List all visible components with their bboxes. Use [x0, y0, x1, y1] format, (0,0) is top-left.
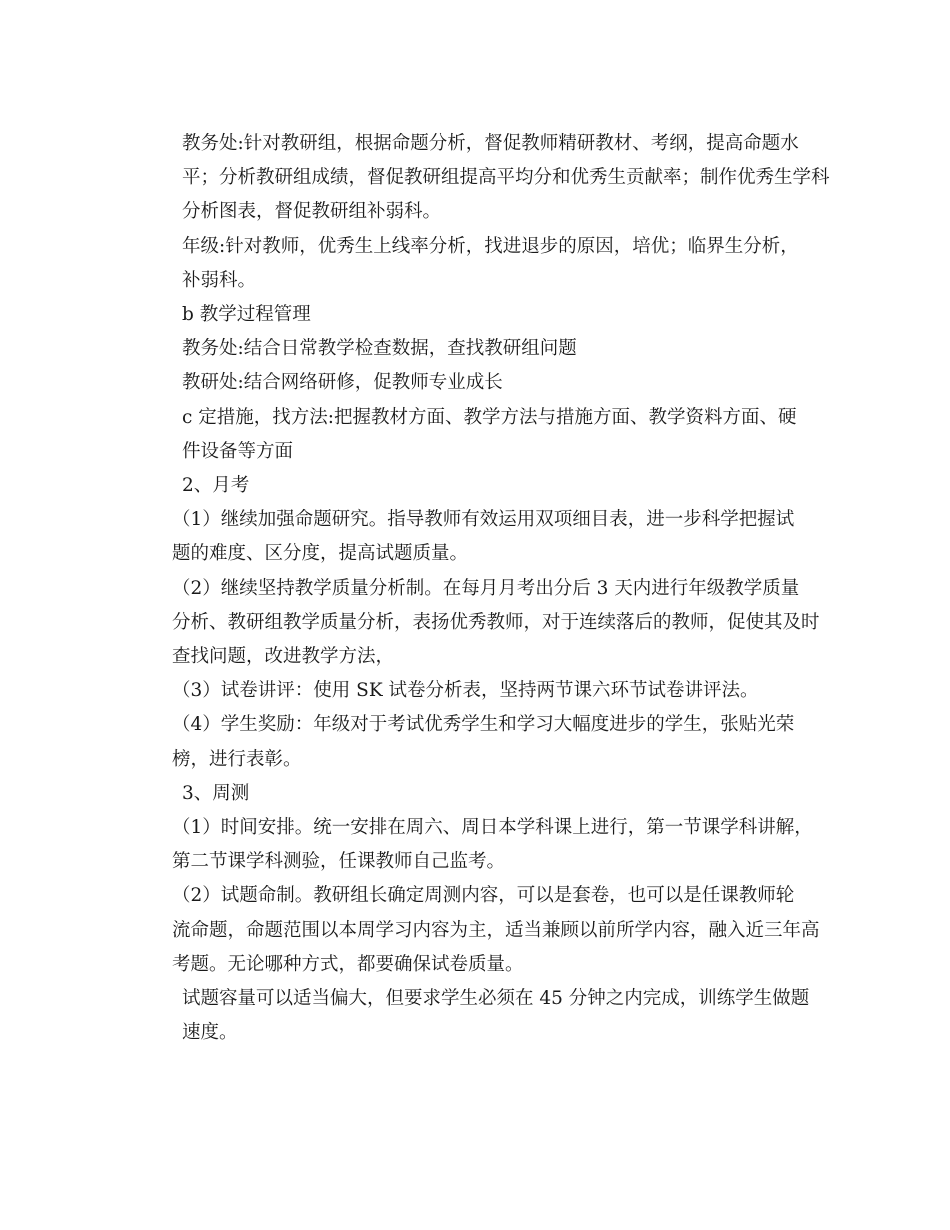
paragraph-monthly-item-2 [145, 572, 820, 675]
paragraph-measures [145, 401, 810, 469]
text-line: c 定措施，找方法:把握教材方面、教学方法与措施方面、教学资料方面、硬 [182, 406, 797, 428]
text-line: 年级:针对教师，优秀生上线率分析，找进退步的原因，培优；临界生分析， [182, 235, 799, 257]
text-line: 教务处:结合日常教学检查数据，查找教研组问题 [182, 338, 577, 360]
text-line: 流命题，命题范围以本周学习内容为主，适当兼顾以前所学内容，融入近三年高 [172, 919, 820, 941]
paragraph-test-capacity [145, 982, 810, 1050]
text-line: 2、月考 [182, 475, 250, 497]
paragraph-monthly-item-4 [145, 708, 810, 776]
text-line: 平；分析教研组成绩，督促教研组提高平均分和优秀生贡献率；制作优秀生学科 [182, 167, 830, 189]
text-line: （2）继续坚持教学质量分析制。在每月月考出分后 3 天内进行年级教学质量 [172, 577, 800, 599]
text-line: 分析、教研组教学质量分析，表扬优秀教师，对于连续落后的教师，促使其及时 [172, 611, 820, 633]
heading-monthly-exam [145, 469, 810, 503]
paragraph-monthly-item-1 [145, 503, 810, 571]
text-line: 题的难度、区分度，提高试题质量。 [172, 543, 469, 565]
text-line: （4）学生奖励：年级对于考试优秀学生和学习大幅度进步的学生，张贴光荣 [172, 714, 795, 736]
text-line: （1）继续加强命题研究。指导教师有效运用双项细目表，进一步科学把握试 [172, 509, 795, 531]
text-line: 查找问题，改进教学方法， [172, 646, 395, 668]
text-line: 件设备等方面 [182, 440, 294, 462]
text-line: 榜，进行表彰。 [172, 748, 302, 770]
paragraph-monthly-item-3 [145, 674, 810, 708]
text-line: 教研处:结合网络研修，促教师专业成长 [182, 372, 503, 394]
text-line: 教务处:针对教研组，根据命题分析，督促教师精研教材、考纲，提高命题水 [182, 133, 799, 154]
paragraph-grade-analysis [145, 230, 810, 298]
text-line: b 教学过程管理 [182, 304, 311, 326]
heading-weekly-test [145, 777, 810, 811]
heading-teaching-process [145, 298, 810, 332]
paragraph-jiaowuchu-check [145, 332, 810, 366]
paragraph-weekly-item-2 [145, 879, 820, 982]
paragraph-jiaoyanchu-growth [145, 366, 810, 400]
text-line: （1）时间安排。统一安排在周六、周日本学科课上进行，第一节课学科讲解， [172, 817, 813, 839]
text-line: 第二节课学科测验，任课教师自己监考。 [172, 851, 506, 873]
text-line: 补弱科。 [182, 269, 257, 291]
text-line: 3、周测 [182, 782, 250, 804]
text-line: 考题。无论哪种方式，都要确保试卷质量。 [172, 953, 524, 975]
text-line: 分析图表，督促教研组补弱科。 [182, 201, 442, 223]
paragraph-weekly-item-1 [145, 811, 813, 879]
text-line: （3）试卷讲评：使用 SK 试卷分析表，坚持两节课六环节试卷讲评法。 [172, 680, 759, 702]
document-body [145, 127, 830, 1050]
text-line: 速度。 [182, 1022, 238, 1044]
text-line: （2）试题命制。教研组长确定周测内容，可以是套卷，也可以是任课教师轮 [172, 885, 795, 907]
text-line: 试题容量可以适当偏大，但要求学生必须在 45 分钟之内完成，训练学生做题 [182, 988, 810, 1010]
paragraph-jiaowuchu-analysis [145, 127, 830, 230]
